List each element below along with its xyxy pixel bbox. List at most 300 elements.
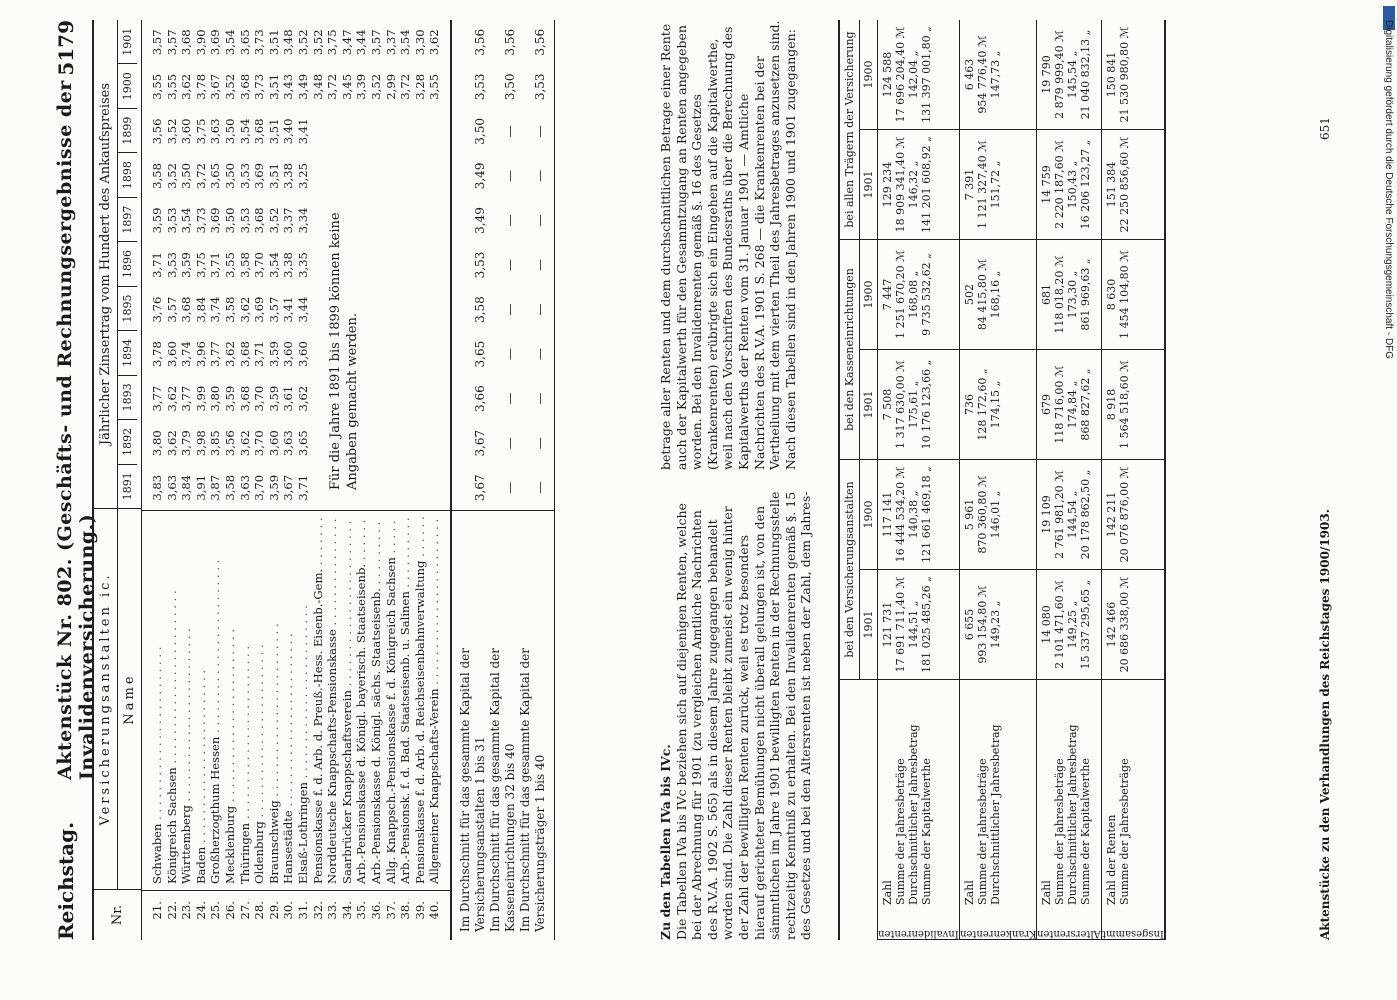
value-cell (311, 198, 326, 243)
value-cell: 3,40 (281, 118, 296, 145)
value-cell (369, 376, 384, 421)
row-number: 30. (281, 901, 296, 920)
row-number: 35. (354, 901, 369, 920)
row-number: 34. (339, 901, 354, 920)
value-cell: 118 018,20 ℳ (1053, 255, 1067, 334)
value-cell (427, 109, 442, 154)
value-cell: 3,48 (281, 29, 296, 56)
footer-left: Aktenstücke zu den Verhandlungen des Reichstages 1900/1903. (1318, 509, 1332, 940)
row-number: 23. (179, 901, 194, 920)
value-cell: 3,52 (164, 118, 179, 145)
average-label: Im Durchschnitt für das gesammte Kapital der Versicherungsanstalten 1 bis 31 (457, 647, 487, 932)
value-cell: 9 735 532,62 „ (920, 253, 933, 336)
value-cell (398, 198, 413, 243)
value-column (878, 239, 959, 349)
value-cell: 1 317 630,00 ℳ (894, 360, 907, 449)
value-column (878, 129, 959, 239)
value-cell (311, 243, 326, 288)
value-cell: 2 761 981,20 ℳ (1053, 470, 1067, 559)
value-cell: 128 172,60 „ (975, 368, 989, 441)
value-cell: 2 220 187,60 ℳ (1053, 140, 1067, 229)
group-years (860, 240, 877, 459)
value-cell: 3,75 (325, 29, 340, 56)
value-cell: 3,70 (252, 385, 267, 412)
table-row (427, 20, 442, 510)
average-cell: 3,53 (472, 251, 487, 279)
row-number: 37. (383, 901, 398, 920)
value-cell (398, 109, 413, 154)
section-row-labels (960, 679, 1037, 909)
row-name: Großherzogthum Hessen . . . (208, 517, 223, 884)
group-year: 1900 (862, 500, 875, 529)
value-cell: 3,58 (222, 474, 237, 501)
value-cell: 20 076 876,00 ℳ (1118, 466, 1132, 563)
table-row (194, 20, 209, 510)
no-data-note: Für die Jahre 1891 bis 1899 können keine Angaben gemacht werden. (328, 212, 360, 490)
value-cell: 14 080 (1040, 605, 1054, 644)
value-cell: 151 384 (1105, 161, 1119, 208)
section-label: Invalidenrenten (878, 909, 959, 940)
value-cell (413, 287, 428, 332)
value-cell: 8 918 (1105, 388, 1119, 421)
value-cell (369, 243, 384, 288)
row-label: Durchschnittlicher Jahresbetrag (907, 724, 920, 905)
table-row (179, 20, 194, 510)
value-cell: 3,44 (295, 296, 310, 323)
value-cell (398, 376, 413, 421)
value-cell: 3,62 (164, 430, 179, 457)
value-cell (427, 465, 442, 510)
value-cell: 954 776,40 ℳ (975, 35, 989, 114)
value-cell: 3,85 (208, 430, 223, 457)
value-cell: 3,55 (164, 73, 179, 100)
value-column (878, 349, 959, 459)
value-cell: 1 564 518,60 ℳ (1118, 360, 1132, 449)
value-cell: 3,62 (164, 385, 179, 412)
value-cell (354, 109, 369, 154)
value-cell: 142,04 „ (907, 50, 920, 99)
group-year: 1900 (862, 280, 875, 309)
name-column (142, 510, 450, 890)
value-column (1037, 459, 1101, 569)
value-cell: 2 101 471,60 ℳ (1053, 580, 1067, 669)
average-cell: — (502, 303, 517, 316)
value-cell (413, 421, 428, 466)
table-row (267, 20, 282, 510)
value-cell: 2,99 (383, 73, 398, 100)
section-label: Altersrenten (1037, 909, 1101, 940)
interest-table (92, 20, 555, 940)
value-cell (384, 109, 399, 154)
average-cell: — (502, 437, 517, 450)
value-cell: 3,99 (193, 385, 208, 412)
value-column (1037, 239, 1101, 349)
average-row (488, 20, 518, 510)
value-cell: 3,37 (281, 207, 296, 234)
average-cell: 3,56 (532, 28, 547, 56)
value-cell (413, 109, 428, 154)
value-cell: 3,59 (179, 252, 194, 278)
value-cell: 3,59 (266, 474, 281, 501)
values-column (142, 20, 450, 510)
value-cell: 679 (1040, 394, 1054, 415)
row-name: Pensionskasse f. d. Arb. d. Preuß.-Hess. Eisenb.-Gem. . . . (311, 517, 326, 884)
row-label: Summe der Jahresbeträge (1053, 758, 1067, 905)
average-cell: 3,67 (472, 474, 487, 502)
value-cell (427, 376, 442, 421)
value-cell: 3,54 (222, 29, 237, 56)
group-years (860, 460, 877, 679)
value-cell: 3,47 (339, 29, 354, 56)
value-cell: 3,59 (222, 385, 237, 412)
value-cell: 3,50 (179, 162, 194, 189)
value-cell: 3,67 (281, 474, 296, 501)
value-cell (311, 332, 326, 377)
value-cell: 3,75 (193, 118, 208, 145)
row-name: Allgemeiner Knappschafts-Verein . . . (427, 517, 442, 884)
value-cell: 3,51 (266, 29, 281, 56)
interest-table-header (94, 20, 142, 940)
row-name: Schwaben . . . (150, 517, 165, 884)
section-row-labels (1102, 679, 1164, 909)
value-cell (311, 376, 326, 421)
table-row (165, 20, 180, 510)
value-cell (311, 465, 326, 510)
value-cell: 2 879 999,40 ℳ (1053, 30, 1067, 119)
value-cell: 3,80 (208, 385, 223, 412)
value-cell: 868 827,62 „ (1079, 368, 1093, 441)
value-cell: 145,54 „ (1066, 50, 1080, 99)
value-cell: 3,71 (295, 474, 310, 501)
group-label: bei den Kasseneinrichtungen (840, 240, 860, 459)
value-cell: 3,48 (310, 73, 325, 100)
value-cell (311, 421, 326, 466)
value-cell: 3,72 (398, 73, 413, 100)
value-cell: 3,70 (252, 474, 267, 501)
group-header (840, 20, 877, 239)
value-cell (384, 154, 399, 199)
value-cell: 7 391 (962, 168, 976, 201)
value-cell: 140,38 „ (907, 490, 920, 539)
value-cell: 7 508 (881, 388, 894, 421)
year-label: 1894 (118, 330, 137, 374)
value-cell: 174,15 „ (988, 380, 1002, 429)
value-cell: 3,45 (339, 73, 354, 100)
group-year: 1901 (860, 569, 877, 679)
value-cell: 3,74 (208, 296, 223, 323)
value-cell (413, 465, 428, 510)
row-name: Arb.-Pensionskasse d. Königl. bayerisch. Staatseisenb. . . . (354, 517, 369, 884)
value-cell: 3,63 (164, 474, 179, 501)
row-name: Arb.-Pensionskasse d. Königl. sächs. Staatseisenb. . . . (369, 517, 384, 884)
value-cell (398, 332, 413, 377)
value-cell: 142 211 (1105, 491, 1119, 538)
row-name: Hansestädte . . . (281, 517, 296, 884)
row-number: 27. (237, 901, 252, 920)
year-label: 1895 (118, 286, 137, 330)
value-cell: 3,78 (150, 341, 164, 367)
value-cell: 3,68 (179, 29, 194, 56)
value-cell: 3,68 (237, 385, 252, 412)
value-cell: 3,72 (193, 162, 208, 189)
value-cell (413, 243, 428, 288)
value-cell: 15 337 295,65 „ (1079, 579, 1093, 670)
value-cell: 3,58 (150, 162, 164, 189)
col-vals-top: Jährlicher Zinsertrag vom Hundert des Ankaufspreises (94, 20, 118, 508)
value-cell: 3,68 (252, 207, 267, 234)
row-number: 31. (295, 901, 310, 920)
row-number: 28. (252, 901, 267, 920)
average-cell: — (532, 214, 547, 227)
value-cell: 3,98 (193, 430, 208, 457)
value-cell: 3,83 (150, 474, 164, 501)
value-cell: 174,84 „ (1066, 380, 1080, 429)
value-cell (398, 465, 413, 510)
year-label: 1899 (118, 108, 137, 152)
year-label: 1896 (118, 241, 137, 285)
averages-labels (452, 510, 554, 940)
value-cell: 3,53 (164, 207, 179, 234)
value-cell: 3,71 (150, 252, 164, 278)
value-cell: 3,44 (354, 29, 369, 56)
value-cell: 3,41 (281, 296, 296, 323)
value-cell: 3,63 (281, 430, 296, 457)
value-cell (427, 154, 442, 199)
document-page (48, 0, 1348, 960)
value-cell: 3,63 (208, 118, 223, 145)
row-number: 39. (412, 901, 427, 920)
pension-section (960, 20, 1038, 940)
averages-block (450, 20, 555, 940)
row-number: 38. (398, 901, 413, 920)
text-column-b: betrage aller Renten und dem durchschnittlichen Betrage einer Rente auch der Kapitalwerth für den Gesammtzugang an Renten angegeben worden. Bei den Invalidenrenten gemäß §. 16 des Gesetzes (Krankenrenten) erübrigte sich ein Eingehen auf die Kapitalwerthe, weil nach den Vorschriften des Bundesraths über die Berechnung des Kapitalwerths der Renten vom 31. Januar 1901 — Amtliche Nachrichten des R.V.A. 1901 S. 268 — die Krankenrenten bei der Vertheilung mit dem vierten Theil des Jahresbetrages anzusetzen sind. Nach diesen Tabellen sind in den Jahren 1900 und 1901 zugegangen: (658, 20, 798, 470)
value-cell: 3,87 (208, 474, 223, 501)
value-cell: 3,52 (266, 207, 281, 234)
value-cell: 149,25 „ (1066, 600, 1080, 649)
value-column (878, 459, 959, 569)
group-year: 1900 (862, 60, 875, 89)
pension-section (1037, 20, 1102, 940)
value-cell: 3,68 (252, 118, 267, 145)
value-cell: 21 040 832,13 „ (1079, 29, 1093, 120)
group-header (840, 459, 877, 679)
value-cell: 3,30 (412, 29, 427, 56)
table-row (369, 20, 384, 510)
value-cell (369, 332, 384, 377)
average-cell: 3,66 (472, 385, 487, 412)
page-footer (1318, 117, 1332, 940)
value-cell: 147,73 „ (988, 50, 1002, 99)
average-cell: — (532, 437, 547, 450)
value-cell: 3,56 (150, 118, 164, 145)
value-cell: 3,65 (295, 430, 310, 457)
value-column (1102, 349, 1164, 459)
average-cell: — (532, 125, 547, 138)
value-cell: 3,62 (295, 385, 310, 412)
value-cell: 861 969,63 „ (1079, 258, 1093, 331)
value-cell: 20 178 862,50 „ (1079, 469, 1093, 560)
row-name: Saarbrücker Knappschaftsverein . . . (340, 517, 355, 884)
value-cell: 14 759 (1040, 165, 1054, 204)
section-row-labels (1037, 679, 1101, 909)
average-cell: 3,53 (472, 73, 487, 101)
table-row (384, 20, 399, 510)
value-column (1102, 569, 1164, 679)
value-cell: 142 466 (1105, 601, 1119, 648)
year-label: 1892 (118, 419, 137, 463)
value-cell: 3,84 (179, 474, 194, 501)
value-column (878, 20, 959, 129)
average-cell: — (532, 481, 547, 494)
year-label: 1891 (118, 464, 137, 508)
value-cell: 5 961 (962, 498, 976, 531)
value-column (1102, 459, 1164, 569)
value-cell: 3,51 (266, 73, 281, 100)
row-name: Thüringen . . . (238, 517, 253, 884)
value-cell (398, 243, 413, 288)
value-column (960, 459, 1037, 569)
value-cell: 3,74 (179, 341, 194, 367)
value-cell (369, 465, 384, 510)
value-cell: 3,43 (281, 73, 296, 100)
value-cell: 3,69 (252, 296, 267, 323)
average-cell: — (532, 348, 547, 361)
average-cell: — (532, 392, 547, 405)
value-cell: 3,69 (208, 207, 223, 234)
average-row (458, 20, 488, 510)
value-cell: 20 686 338,00 ℳ (1118, 576, 1132, 673)
value-column (1037, 20, 1101, 129)
value-cell: 3,59 (266, 385, 281, 412)
row-name: Oldenburg . . . (252, 517, 267, 884)
average-cell: — (502, 169, 517, 182)
value-cell: 3,53 (164, 252, 179, 278)
value-column (960, 569, 1037, 679)
row-name: Braunschweig . . . (267, 517, 282, 884)
value-cell: 3,79 (179, 430, 194, 457)
header-page-number: 5179 (54, 20, 78, 76)
value-cell (427, 287, 442, 332)
value-cell: 3,52 (164, 162, 179, 189)
value-cell (340, 109, 355, 154)
row-number: 26. (222, 901, 237, 920)
value-cell: 3,50 (222, 207, 237, 234)
table-row (398, 20, 413, 510)
value-cell: 146,32 „ (907, 160, 920, 209)
value-cell (398, 287, 413, 332)
value-cell (384, 421, 399, 466)
value-cell: 3,51 (266, 118, 281, 145)
value-cell (384, 465, 399, 510)
row-number: 25. (208, 901, 223, 920)
section-label: Krankenrenten (960, 909, 1037, 940)
value-cell (369, 421, 384, 466)
value-cell: 129 234 (881, 161, 894, 208)
value-cell: 3,80 (150, 430, 164, 457)
dfg-credit: Digitalisierung gefördert durch die Deutsche Forschungsgemeinschaft - DFG (1383, 20, 1394, 360)
value-cell: 173,30 „ (1066, 270, 1080, 319)
value-cell: 118 716,00 ℳ (1053, 365, 1067, 444)
value-cell: 3,73 (252, 73, 267, 100)
year-label: 1901 (121, 27, 134, 56)
value-cell: 3,73 (252, 29, 267, 56)
table-row (150, 20, 165, 510)
table-row (223, 20, 238, 510)
value-cell: 3,55 (427, 73, 442, 100)
value-cell: 3,35 (295, 252, 310, 278)
average-cell: 3,49 (472, 162, 487, 190)
value-cell: 3,56 (222, 430, 237, 457)
value-cell: 3,38 (281, 162, 296, 189)
value-cell: 3,71 (208, 252, 223, 278)
value-cell: 150,43 „ (1066, 160, 1080, 209)
value-cell: 18 909 341,40 ℳ (894, 136, 907, 233)
value-cell: 19 109 (1040, 495, 1054, 534)
value-cell: 3,28 (412, 73, 427, 100)
value-cell: 175,61 „ (907, 380, 920, 429)
average-cell: 3,49 (472, 207, 487, 234)
row-label: Summe der Jahresbeträge (1118, 758, 1132, 905)
value-cell (384, 198, 399, 243)
value-cell (427, 421, 442, 466)
value-column (1037, 569, 1101, 679)
year-label: 1898 (118, 152, 137, 196)
value-cell: 3,77 (179, 385, 194, 412)
average-cell: — (502, 259, 517, 271)
average-label: Im Durchschnitt für das gesammte Kapital der Versicherungsträger 1 bis 40 (517, 647, 547, 932)
value-cell: 3,60 (281, 341, 296, 367)
value-cell: 3,76 (150, 296, 164, 323)
average-cell: 3,65 (472, 340, 487, 368)
value-cell: 3,60 (266, 430, 281, 457)
section-label: Insgesammt (1102, 909, 1164, 940)
row-name: Elsaß-Lothringen . . . (296, 517, 311, 884)
value-cell: 3,52 (222, 73, 237, 100)
value-cell: 3,50 (222, 118, 237, 145)
value-cell: 1 121 327,40 ℳ (975, 140, 989, 229)
value-cell: 3,60 (295, 341, 310, 367)
pension-table-header (840, 20, 878, 940)
value-cell: 3,57 (266, 296, 281, 323)
value-cell: 3,51 (266, 162, 281, 189)
value-cell: 870 360,80 ℳ (975, 475, 989, 554)
value-cell: 736 (962, 394, 976, 415)
group-year: 1901 (860, 349, 877, 459)
row-name: Arb.-Pensionsk. f. d. Bad. Staatseisenb. u. Salinen . . . (398, 517, 413, 884)
value-cell: 3,58 (222, 296, 237, 323)
average-cell: 3,67 (472, 429, 487, 457)
value-cell (427, 243, 442, 288)
group-label: bei allen Trägern der Versicherung (840, 20, 860, 239)
value-cell: 144,54 „ (1066, 490, 1080, 539)
value-cell: 3,62 (179, 73, 194, 100)
section-row-labels (878, 679, 959, 909)
value-cell: 3,41 (295, 118, 310, 145)
value-cell: 146,01 „ (988, 490, 1002, 539)
value-cell: 3,90 (193, 29, 208, 56)
row-number: 32. (310, 901, 325, 920)
year-label: 1893 (118, 375, 137, 419)
value-cell: 3,59 (266, 341, 281, 367)
col-nr: Nr. (94, 889, 141, 940)
value-cell: 3,53 (237, 207, 252, 234)
row-name: Norddeutsche Knappschafts-Pensionskasse . . . (325, 517, 340, 884)
value-cell: 10 176 123,66 „ (920, 359, 933, 450)
value-cell: 84 415,80 ℳ (975, 258, 989, 331)
value-cell: 3,62 (237, 296, 252, 323)
value-cell: 3,68 (237, 73, 252, 100)
value-cell: 681 (1040, 284, 1054, 305)
